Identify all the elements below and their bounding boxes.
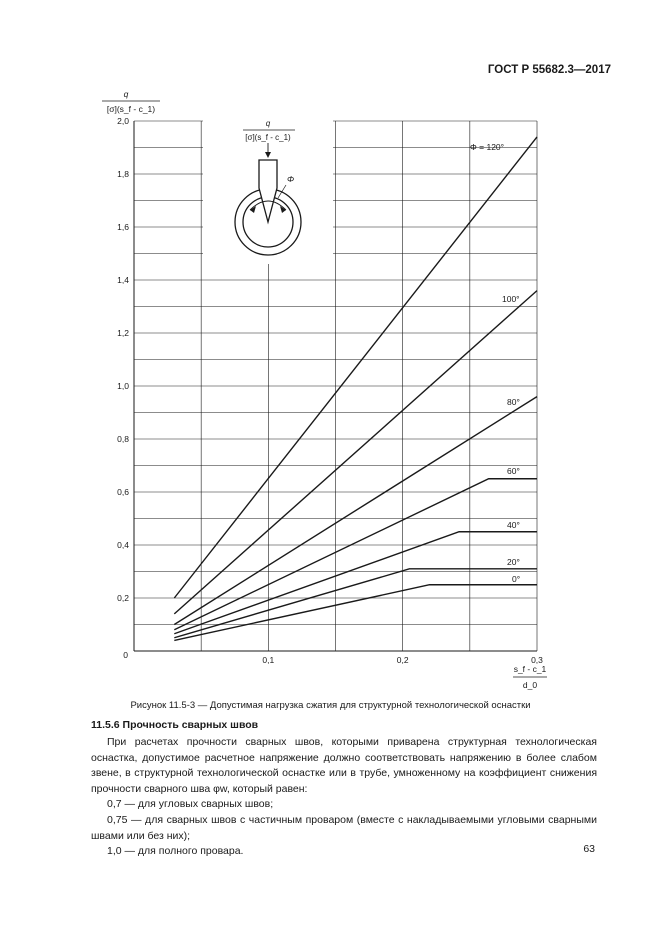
y-tick-label: 1,6 — [117, 222, 129, 232]
section-body — [91, 735, 597, 860]
y-tick-label: 0,6 — [117, 487, 129, 497]
series-line — [174, 479, 537, 630]
y-label-top: q — [123, 89, 129, 99]
x-axis-label — [513, 664, 547, 690]
page-number: 63 — [583, 843, 595, 855]
document-header: ГОСТ Р 55682.3—2017 — [487, 64, 611, 76]
y-label-bottom: [σ](s_f - c_1) — [106, 104, 156, 114]
x-tick-label: 0,1 — [262, 655, 275, 665]
inset-label-bottom: [σ](s_f - c_1) — [245, 133, 291, 142]
series-label: 20° — [507, 557, 520, 567]
y-tick-label: 1,4 — [117, 275, 129, 285]
y-tick-label: 0 — [123, 650, 128, 660]
x-label-top: s_f - c_1 — [513, 664, 547, 674]
list-item: 0,75 — для сварных швов с частичным проваром (вместе с накладываемыми угловыми сварными швами или без них); — [91, 813, 597, 842]
y-tick-label: 1,2 — [117, 328, 129, 338]
series-line — [174, 397, 537, 625]
x-tick-label: 0,3 — [531, 655, 543, 665]
series-line — [174, 532, 537, 634]
y-tick-label: 0,2 — [117, 593, 129, 603]
section-heading: 11.5.6 Прочность сварных швов — [91, 719, 259, 731]
y-tick-label: 0,4 — [117, 540, 129, 550]
y-tick-label: 1,0 — [117, 381, 129, 391]
series-label: 60° — [507, 466, 520, 476]
series-label: 80° — [507, 397, 520, 407]
y-axis-label — [102, 89, 160, 114]
x-tick-label: 0,2 — [396, 655, 409, 665]
list-item: 1,0 — для полного провара. — [107, 845, 244, 858]
x-label-bottom: d_0 — [522, 680, 538, 690]
series-line — [174, 291, 537, 614]
series-label: 40° — [507, 520, 520, 530]
series-label: 0° — [512, 574, 521, 584]
chart-series-labels — [470, 142, 520, 584]
figure-caption: Рисунок 11.5-3 — Допустимая нагрузка сжатия для структурной технологической оснастки — [130, 700, 531, 711]
list-item: 0,7 — для угловых сварных швов; — [107, 798, 274, 811]
y-tick-label: 1,8 — [117, 169, 129, 179]
paragraph: При расчетах прочности сварных швов, которыми приварена структурная технологическая оснастка, допустимое расчетное напряжение должно соответствовать напряжению в более слабом звене, в структурной технологической оснастке или в трубе, умноженному на коэффициент снижения прочности сварного шва φw, который равен: — [91, 736, 597, 795]
inset-label-top: q — [265, 119, 271, 128]
inset-diagram — [203, 112, 333, 264]
y-tick-label: 2,0 — [117, 116, 129, 126]
angle-label: Φ — [287, 174, 295, 184]
series-label: Φ = 120° — [470, 142, 505, 152]
series-line — [174, 585, 537, 641]
y-tick-label: 0,8 — [117, 434, 129, 444]
series-label: 100° — [502, 294, 520, 304]
